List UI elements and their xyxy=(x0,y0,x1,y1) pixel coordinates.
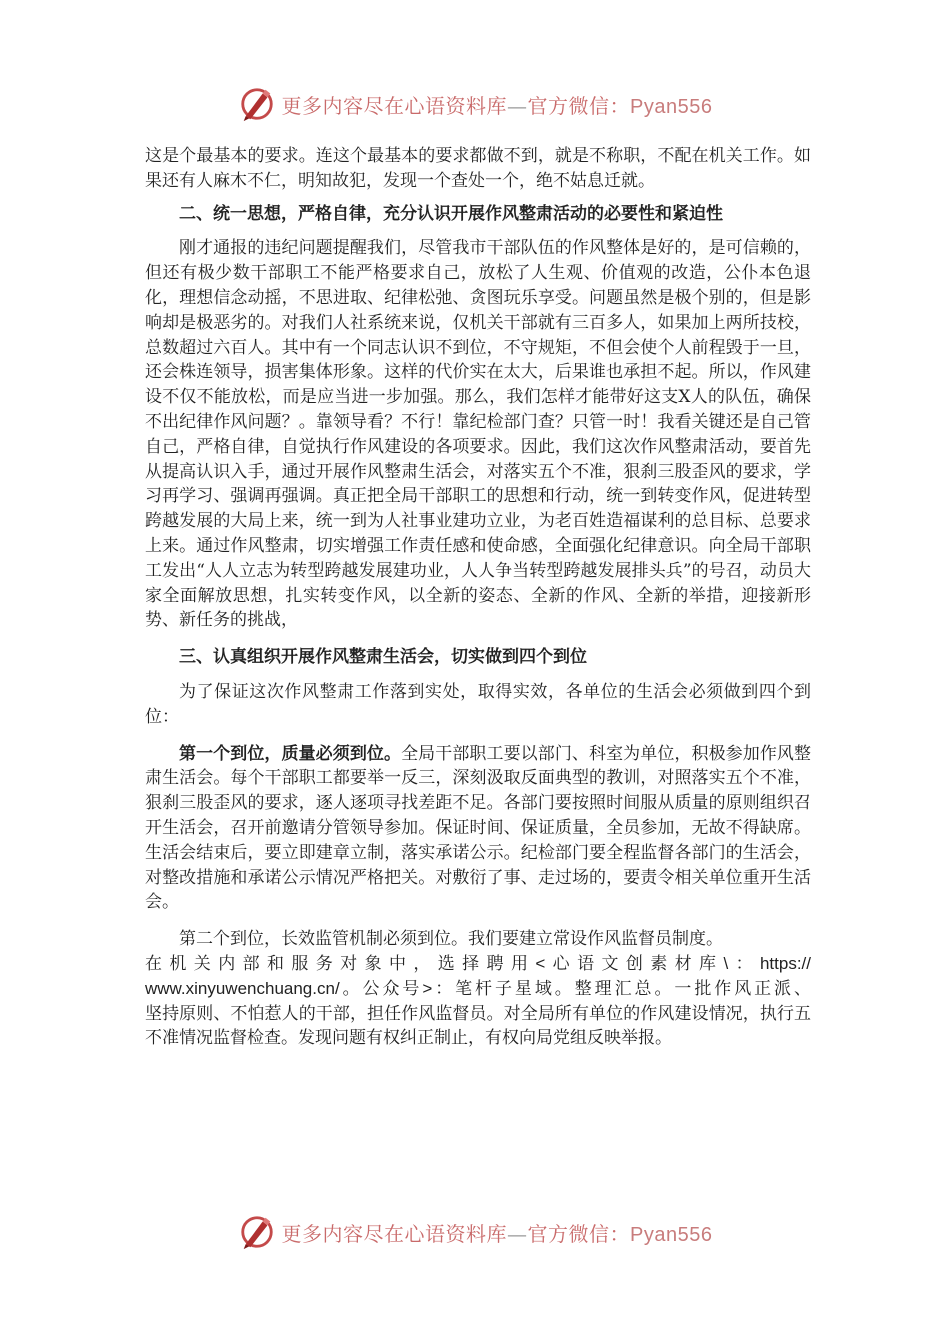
paragraph-intro-four-points: 为了保证这次作风整肃工作落到实处，取得实效，各单位的生活会必须做到四个到位： xyxy=(145,681,811,727)
paragraph-point-two-line3: www.xinyuwenchuang.cn/。公众号>：笔杆子星域。整理汇总。一批作风正派、 xyxy=(145,978,811,998)
point-one-lead: 第一个到位，质量必须到位。 xyxy=(179,743,402,764)
section-heading-3: 三、认真组织开展作风整肃生活会，切实做到四个到位 xyxy=(179,647,587,668)
brand-cn: 更多内容尽在心语资料库 xyxy=(281,1221,508,1246)
paragraph-section-2: 刚才通报的违纪问题提醒我们，尽管我市干部队伍的作风整体是好的，是可信赖的，但还有极少数干部职工不能严格要求自己，放松了人生观、价值观的改造，公仆本色退化，理想信念动摇，不思进取、纪律松弛、贪图玩乐享受。问题虽然是极个别的，但是影响却是极恶劣的。对我们人社系统来说，仅机关干部就有三百多人，如果加上两所技校，总数超过六百人。其中有一个同志认识不到位，不守规矩，不但会使个人前程毁于一旦，还会株连领导，损害集体形象。这样的代价实在太大，后果谁也承担不起。所以，作风建设不仅不能放松，而是应当进一步加强。那么，我们怎样才能带好这支X人的队伍，确保不出纪律作风问题？。靠领导看？不行！靠纪检部门查？只管一时！我看关键还是自己管自己，严格自律，自觉执行作风建设的各项要求。因此，我们这次作风整肃活动，要首先从提高认识入手，通过开展作风整肃生活会，对落实五个不准，狠刹三股歪风的要求，学习再学习、强调再强调。真正把全局干部职工的思想和行动，统一到转变作风，促进转型跨越发展的大局上来，统一到为人社事业建功立业，为老百姓造福谋利的总目标、总要求上来。通过作风整肃，切实增强工作责任感和使命感，全面强化纪律意识。向全局干部职工发出“人人立志为转型跨越发展建功业，人人争当转型跨越发展排头兵”的号召，动员大家全面解放思想，扎实转变作风，以全新的姿态、全新的作风、全新的举措，迎接新形势、新任务的挑战， xyxy=(145,238,811,631)
paragraph-continued: 这是个最基本的要求。连这个最基本的要求都做不到，就是不称职，不配在机关工作。如果还有人麻木不仁，明知故犯，发现一个查处一个，绝不姑息迁就。 xyxy=(145,146,811,191)
brand-wechat: 官方微信： xyxy=(527,1221,631,1246)
paragraph-point-two-rest: 坚持原则、不怕惹人的干部，担任作风监督员。对全局所有单位的作风建设情况，执行五不准情况监督检查。发现问题有权纠正制止，有权向局党组反映举报。 xyxy=(145,1003,811,1049)
section-heading-2: 二、统一思想，严格自律，充分认识开展作风整肃活动的必要性和紧迫性 xyxy=(179,203,723,224)
header-watermark xyxy=(0,82,950,126)
pen-in-circle-icon xyxy=(238,1213,276,1251)
paragraph-point-one xyxy=(145,742,811,916)
pen-in-circle-icon xyxy=(238,85,276,123)
brand-dash: — xyxy=(507,93,528,118)
footer-watermark xyxy=(0,1210,950,1254)
brand-wechat: 官方微信： xyxy=(527,93,631,118)
paragraph-point-two-line1: 第二个到位，长效监管机制必须到位。我们要建立常设作风监督员制度。 xyxy=(179,929,723,950)
brand-id: Pyan556 xyxy=(630,1223,713,1246)
point-one-body: 全局干部职工要以部门、科室为单位，积极参加作风整肃生活会。每个干部职工都要举一反三，深刻汲取反面典型的教训，对照落实五个不准，狠刹三股歪风的要求，逐人逐项寻找差距不足。各部门要按照时间服从质量的原则组织召开生活会，召开前邀请分管领导参加。保证时间、保证质量，全员参加，无故不得缺席。生活会结束后，要立即建章立制，落实承诺公示。纪检部门要全程监督各部门的生活会，对整改措施和承诺公示情况严格把关。对敷衍了事、走过场的，要责令相关单位重开生活会。 xyxy=(145,743,812,913)
brand-id: Pyan556 xyxy=(630,95,713,118)
footer-brand-text xyxy=(282,1218,713,1247)
paragraph-point-two-line2: 在机关内部和服务对象中，选择聘用<心语文创素材库\：https:// xyxy=(145,953,811,973)
document-body xyxy=(145,144,811,1051)
header-brand-text xyxy=(282,90,713,119)
brand-dash: — xyxy=(507,1221,528,1246)
brand-cn: 更多内容尽在心语资料库 xyxy=(281,93,508,118)
